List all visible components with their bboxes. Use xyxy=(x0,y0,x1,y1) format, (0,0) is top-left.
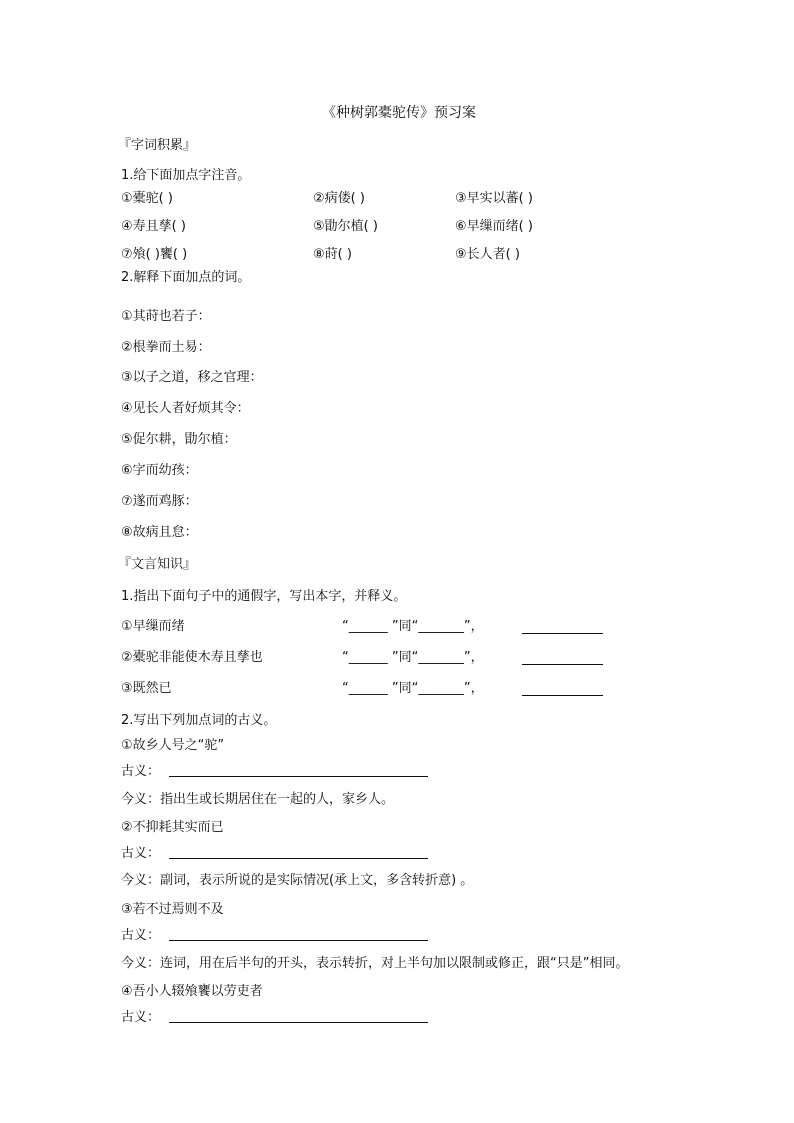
pinyin-item: ⑨长人者( ) xyxy=(455,247,520,262)
question-tongjia-prompt: 1.指出下面句子中的通假字，写出本字，并释义。 xyxy=(121,589,407,604)
guyi-sentence: ④吾小人辍飧饔以劳吏者 xyxy=(121,984,263,999)
pinyin-item: ⑤勖尔植( ) xyxy=(313,219,378,234)
question-guyi-prompt: 2.写出下列加点词的古义。 xyxy=(121,713,277,728)
guyi-sentence: ②不抑耗其实而已 xyxy=(121,820,224,835)
explain-item: ③以子之道，移之官理： xyxy=(121,370,263,385)
guyi-label: 古义： xyxy=(121,928,161,943)
section-heading-vocabulary: 『字词积累』 xyxy=(118,138,197,153)
section-heading-classical: 『文言知识』 xyxy=(118,557,197,572)
answer-blank[interactable] xyxy=(169,776,428,777)
tongjia-sentence: ②橐驼非能使木寿且孳也 xyxy=(121,650,263,665)
guyi-sentence: ③若不过焉则不及 xyxy=(121,902,224,917)
answer-blank[interactable] xyxy=(522,664,603,665)
answer-blank[interactable] xyxy=(522,633,603,634)
answer-blank[interactable] xyxy=(169,940,428,941)
pinyin-item: ③早实以蕃( ) xyxy=(455,191,533,206)
pinyin-item: ⑧莳( ) xyxy=(313,247,352,262)
guyi-label: 古义： xyxy=(121,1010,161,1025)
document-title: 《种树郭橐驼传》预习案 xyxy=(322,105,476,121)
pinyin-item: ④寿且孳( ) xyxy=(121,219,186,234)
guyi-sentence: ①故乡人号之“驼” xyxy=(121,738,225,753)
guyi-label: 古义： xyxy=(121,764,161,779)
pinyin-item: ②病偻( ) xyxy=(313,191,365,206)
answer-blank[interactable] xyxy=(522,695,603,696)
tongjia-template: “______ ”同“_______”， xyxy=(342,650,484,665)
pinyin-item: ⑥早缫而绪( ) xyxy=(455,219,533,234)
explain-item: ⑤促尔耕，勖尔植： xyxy=(121,432,237,447)
tongjia-template: “______ ”同“_______”， xyxy=(342,681,484,696)
pinyin-item: ⑦飧( )饔( ) xyxy=(121,247,188,262)
question-explain-prompt: 2.解释下面加点的词。 xyxy=(121,270,251,285)
pinyin-item: ①橐驼( ) xyxy=(121,191,173,206)
explain-item: ⑥字而幼孩： xyxy=(121,463,198,478)
question-pinyin-prompt: 1.给下面加点字注音。 xyxy=(121,168,251,183)
explain-item: ④见长人者好烦其令： xyxy=(121,401,250,416)
explain-item: ⑧故病且怠： xyxy=(121,525,198,540)
explain-item: ⑦遂而鸡豚： xyxy=(121,494,198,509)
guyi-label: 古义： xyxy=(121,846,161,861)
explain-item: ①其莳也若子： xyxy=(121,309,211,324)
tongjia-sentence: ①早缫而绪 xyxy=(121,619,185,634)
jinyi-text: 今义：副词，表示所说的是实际情况(承上文，多含转折意) 。 xyxy=(121,873,474,888)
answer-blank[interactable] xyxy=(169,1022,428,1023)
answer-blank[interactable] xyxy=(169,858,428,859)
tongjia-sentence: ③既然已 xyxy=(121,681,172,696)
jinyi-text: 今义：指出生或长期居住在一起的人，家乡人。 xyxy=(121,792,395,807)
explain-item: ②根拳而土易： xyxy=(121,340,211,355)
jinyi-text: 今义：连词，用在后半句的开头，表示转折，对上半句加以限制或修正，跟“只是”相同。 xyxy=(121,956,629,971)
tongjia-template: “______ ”同“_______”， xyxy=(342,619,484,634)
